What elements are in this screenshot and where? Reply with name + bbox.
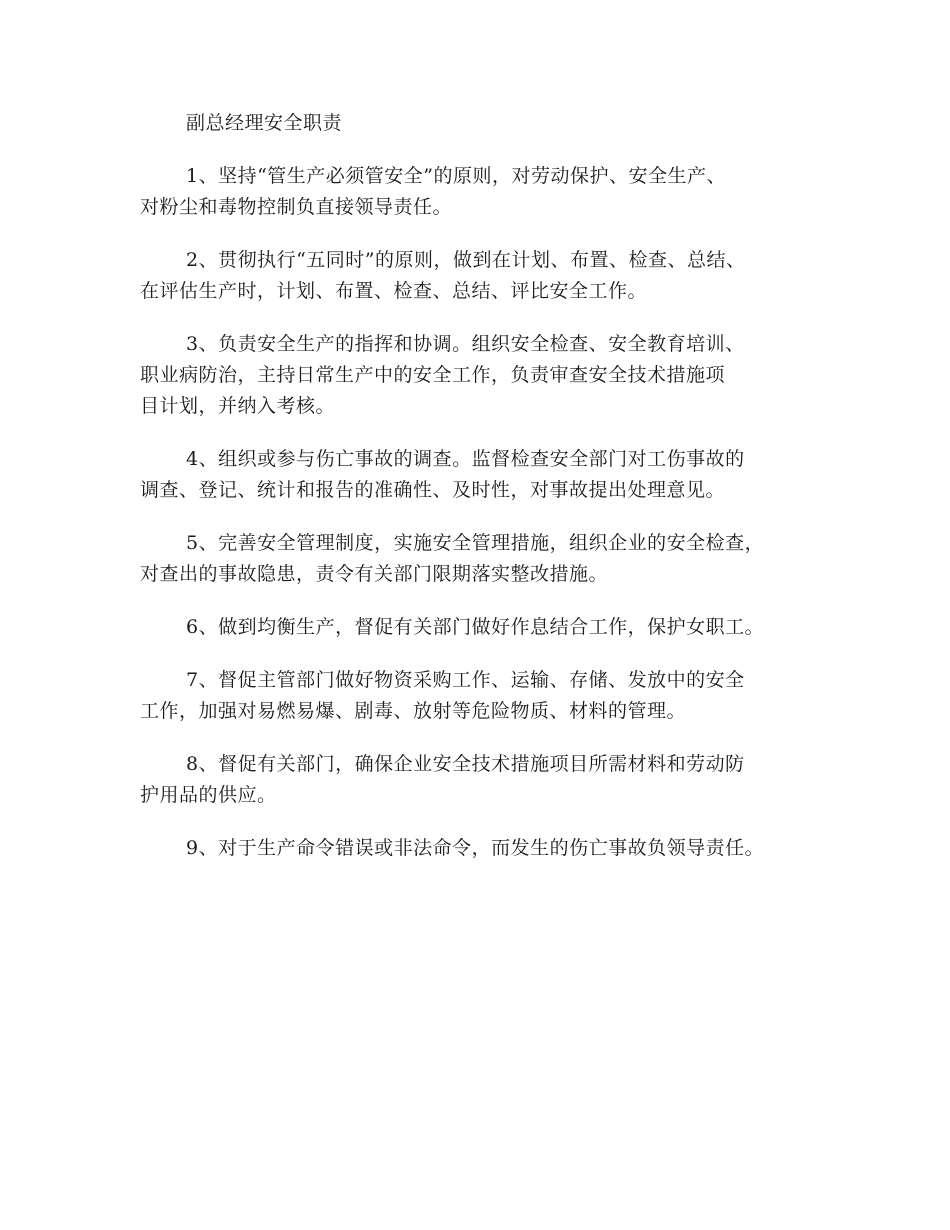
paragraph-line: 9、对于生产命令错误或非法命令，而发生的伤亡事故负领导责任。: [186, 837, 765, 859]
duty-paragraph-6: [140, 612, 830, 643]
paragraph-line: 对查出的事故隐患，责令有关部门限期落实整改措施。: [140, 563, 609, 585]
duty-paragraph-8: [140, 749, 830, 811]
paragraph-line: 5、完善安全管理制度，实施安全管理措施，组织企业的安全检查，: [186, 532, 765, 554]
document-page: [140, 108, 830, 886]
duty-paragraph-3: [140, 329, 830, 422]
paragraph-line: 7、督促主管部门做好物资采购工作、运输、存储、发放中的安全: [186, 669, 745, 691]
paragraph-line: 3、负责安全生产的指挥和协调。组织安全检查、安全教育培训、: [186, 333, 745, 355]
duty-paragraph-7: [140, 665, 830, 727]
paragraph-line: 工作，加强对易燃易爆、剧毒、放射等危险物质、材料的管理。: [140, 700, 687, 722]
duty-paragraph-1: [140, 161, 830, 223]
document-title: 副总经理安全职责: [186, 112, 343, 134]
paragraph-line: 8、督促有关部门，确保企业安全技术措施项目所需材料和劳动防: [186, 753, 745, 775]
paragraph-line: 2、贯彻执行“五同时”的原则，做到在计划、布置、检查、总结、: [186, 249, 746, 271]
duty-paragraph-5: [140, 528, 830, 590]
duty-paragraph-2: [140, 245, 830, 307]
paragraph-line: 6、做到均衡生产，督促有关部门做好作息结合工作，保护女职工。: [186, 616, 765, 638]
paragraph-line: 调查、登记、统计和报告的准确性、及时性，对事故提出处理意见。: [140, 479, 726, 501]
paragraph-line: 在评估生产时，计划、布置、检查、总结、评比安全工作。: [140, 280, 648, 302]
paragraph-line: 1、坚持“管生产必须管安全”的原则，对劳动保护、安全生产、: [186, 165, 727, 187]
duty-paragraph-9: [140, 833, 830, 864]
paragraph-line: 4、组织或参与伤亡事故的调查。监督检查安全部门对工伤事故的: [186, 448, 745, 470]
duty-paragraph-4: [140, 444, 830, 506]
paragraph-line: 职业病防治，主持日常生产中的安全工作，负责审查安全技术措施项: [140, 364, 726, 386]
paragraph-line: 护用品的供应。: [140, 784, 277, 806]
paragraph-line: 目计划，并纳入考核。: [140, 395, 336, 417]
paragraph-line: 对粉尘和毒物控制负直接领导责任。: [140, 196, 453, 218]
